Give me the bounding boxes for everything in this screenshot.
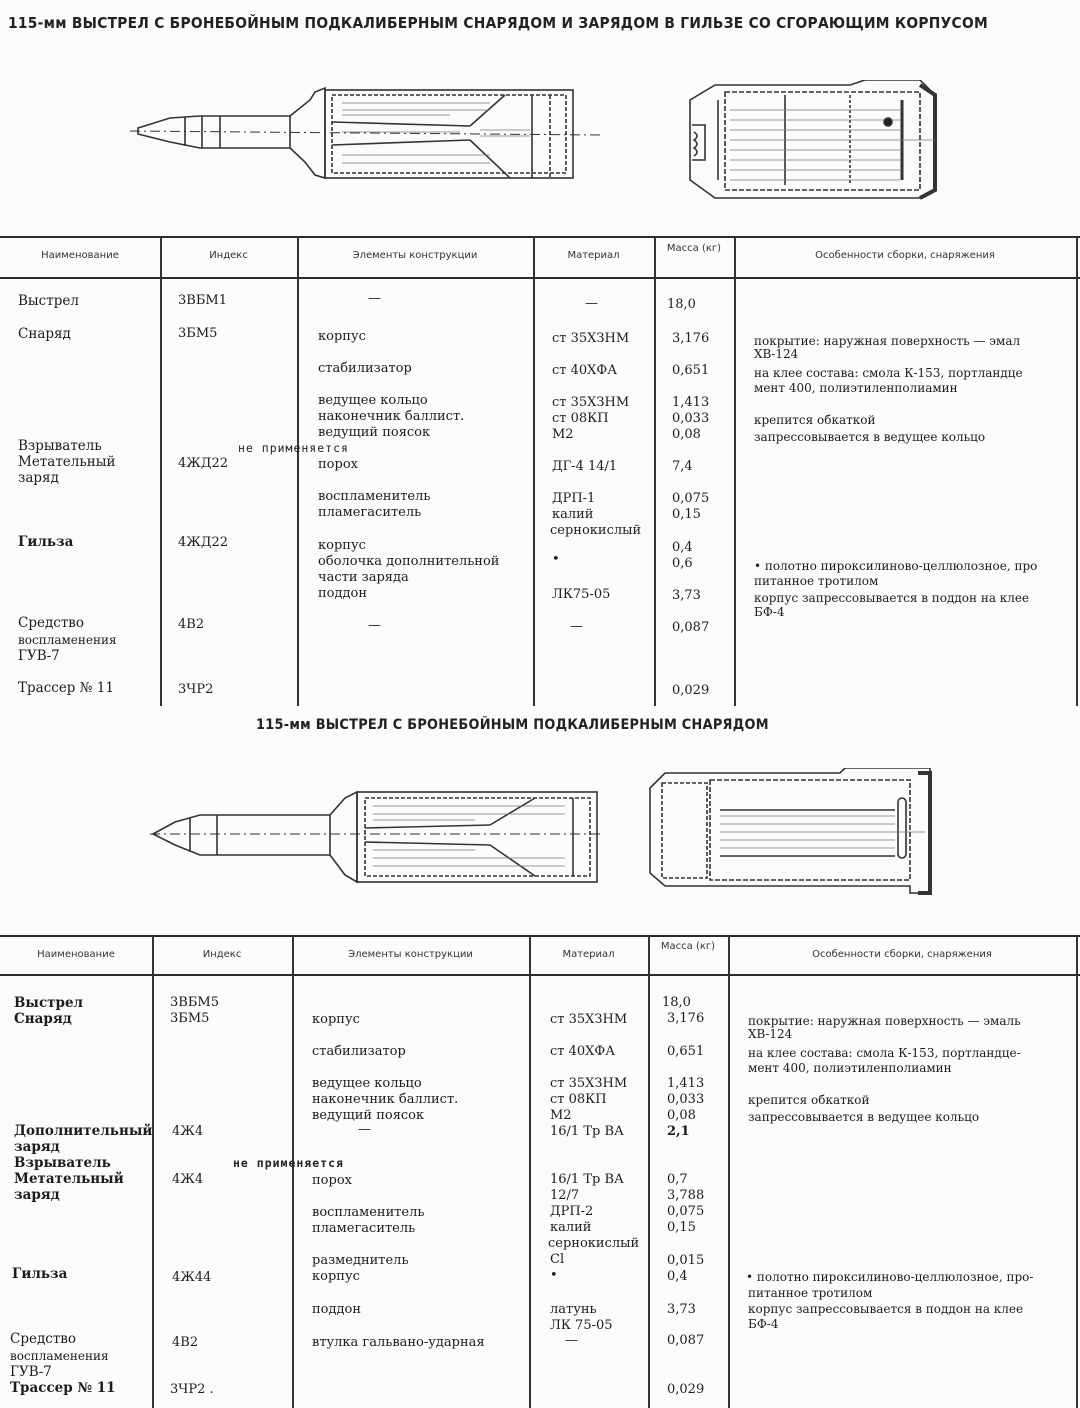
- row-name: ГУВ-7: [18, 648, 60, 664]
- row-index: 4В2: [178, 617, 205, 632]
- table2-header-name: Наименование: [37, 949, 115, 960]
- row-element: поддон: [312, 1302, 361, 1317]
- section1-title: 115-мм ВЫСТРЕЛ С БРОНЕБОЙНЫМ ПОДКАЛИБЕРНЫМ СНАРЯДОМ И ЗАРЯДОМ В ГИЛЬЗЕ СО СГОРАЮЩИМ КОРПУСОМ: [8, 14, 988, 32]
- row-index: 3БМ5: [178, 326, 218, 341]
- row-element: пламегаситель: [312, 1221, 416, 1236]
- table2-col-divider: [152, 935, 154, 1408]
- row-name: воспламенения: [10, 1349, 109, 1363]
- row-name: воспламенения: [18, 633, 117, 647]
- row-name: Гильза: [12, 1266, 68, 1282]
- row-mass: 0,075: [672, 491, 710, 506]
- row-material: •: [550, 1268, 558, 1283]
- row-name: Взрыватель: [18, 438, 102, 454]
- table1-top-rule: [0, 236, 1080, 238]
- row-index: 4В2: [172, 1335, 199, 1350]
- row-mass: 0,15: [667, 1220, 696, 1235]
- not-used-note: не применяется: [233, 1156, 344, 1170]
- row-material: М2: [550, 1108, 572, 1123]
- row-mass: 1,413: [667, 1076, 705, 1091]
- table1-col-divider: [297, 236, 299, 706]
- row-feature: БФ-4: [748, 1317, 779, 1331]
- row-name: Метательный: [14, 1171, 124, 1187]
- row-index: 3БМ5: [170, 1011, 210, 1026]
- cartridge-drawing-2: [145, 770, 605, 890]
- charge-drawing-2: [640, 768, 940, 898]
- row-element: поддон: [318, 586, 367, 601]
- row-material: 12/7: [550, 1188, 580, 1203]
- row-name: Средство: [18, 615, 85, 631]
- row-mass: 0,033: [672, 411, 710, 426]
- row-material: ст 35ХЗНМ: [552, 331, 630, 346]
- row-name: Взрыватель: [14, 1155, 111, 1171]
- row-element: воспламенитель: [312, 1205, 425, 1220]
- row-feature: крепится обкаткой: [748, 1093, 870, 1107]
- row-name: Выстрел: [14, 995, 84, 1011]
- table2-top-rule: [0, 935, 1080, 937]
- row-material: ст 35ХЗНМ: [552, 395, 630, 410]
- table2-col-divider: [292, 935, 294, 1408]
- row-mass: 0,029: [667, 1382, 705, 1397]
- row-feature: запрессовывается в ведущее кольцо: [754, 430, 986, 444]
- row-feature: питанное тротилом: [748, 1286, 873, 1300]
- row-material: М2: [552, 427, 574, 442]
- table1-header-rule: [0, 277, 1080, 279]
- row-feature: ХВ-124: [754, 347, 799, 361]
- row-element: ведущее кольцо: [312, 1076, 422, 1091]
- row-index: 4Ж4: [172, 1172, 204, 1187]
- row-element: порох: [312, 1173, 352, 1188]
- row-material: калий: [550, 1220, 592, 1235]
- row-mass: 3,73: [667, 1302, 696, 1317]
- table2-header-mass: Масса (кг): [660, 941, 716, 952]
- row-element: корпус: [318, 329, 366, 344]
- row-feature: покрытие: наружная поверхность — эмаль: [748, 1014, 1021, 1028]
- row-mass: 0,651: [672, 363, 710, 378]
- row-element: ведущий поясок: [312, 1108, 425, 1123]
- section2-title: 115-мм ВЫСТРЕЛ С БРОНЕБОЙНЫМ ПОДКАЛИБЕРНЫМ СНАРЯДОМ: [256, 717, 769, 733]
- row-element: корпус: [312, 1012, 360, 1027]
- row-mass: 3,176: [672, 331, 710, 346]
- row-element: —: [368, 291, 381, 306]
- row-element: стабилизатор: [318, 361, 412, 376]
- table2-col-divider: [728, 935, 730, 1408]
- row-material: Cl: [550, 1252, 565, 1267]
- table1-col-divider: [734, 236, 736, 706]
- row-material: ст 40ХФА: [552, 363, 618, 378]
- table2-col-divider: [1076, 935, 1078, 1408]
- row-feature: корпус запрессовывается в поддон на клее: [754, 591, 1030, 605]
- table1-header-mass: Масса (кг): [666, 243, 722, 254]
- row-mass: 0,029: [672, 683, 710, 698]
- row-feature: на клее состава: смола К-153, портландце: [754, 366, 1023, 380]
- row-feature: • полотно пироксилиново-целлюлозное, про-: [746, 1270, 1034, 1284]
- row-material: ст 08КП: [552, 411, 609, 426]
- row-element: размеднитель: [312, 1253, 409, 1268]
- row-name: заряд: [14, 1139, 60, 1155]
- row-element: корпус: [318, 538, 366, 553]
- row-mass: 0,033: [667, 1092, 705, 1107]
- table2-header-material: Материал: [562, 949, 615, 960]
- row-name: Средство: [10, 1331, 77, 1347]
- row-name: Снаряд: [14, 1011, 72, 1027]
- table1-col-divider: [533, 236, 535, 706]
- table2-header-rule: [0, 974, 1080, 976]
- row-feature: покрытие: наружная поверхность — эмал: [754, 334, 1021, 348]
- row-mass: 0,4: [672, 540, 693, 555]
- row-mass: 0,075: [667, 1204, 705, 1219]
- row-material: ДРП-2: [550, 1204, 594, 1219]
- row-material: 16/1 Тр ВА: [550, 1172, 624, 1187]
- row-mass: 0,08: [672, 427, 701, 442]
- row-element: —: [368, 618, 381, 633]
- row-mass: 0,15: [672, 507, 701, 522]
- row-element: ведущее кольцо: [318, 393, 428, 408]
- table2-col-divider: [529, 935, 531, 1408]
- table1-header-name: Наименование: [41, 250, 119, 261]
- row-name: Гильза: [18, 534, 74, 550]
- row-feature: • полотно пироксилиново-целлюлозное, про: [754, 559, 1038, 573]
- not-used-note: не применяется: [238, 441, 349, 455]
- row-material: сернокислый: [550, 523, 642, 538]
- row-feature: крепится обкаткой: [754, 413, 876, 427]
- row-material: сернокислый: [548, 1236, 640, 1251]
- row-index: 3ВБМ5: [170, 995, 219, 1010]
- row-feature: корпус запрессовывается в поддон на клее: [748, 1302, 1024, 1316]
- row-material: 16/1 Тр ВА: [550, 1124, 624, 1139]
- row-material: —: [565, 1333, 578, 1348]
- row-mass: 0,7: [667, 1172, 688, 1187]
- row-material: ст 35ХЗНМ: [550, 1012, 628, 1027]
- row-index: 3ВБМ1: [178, 293, 227, 308]
- row-mass: 0,651: [667, 1044, 705, 1059]
- row-material: латунь: [550, 1302, 597, 1317]
- row-mass: 0,087: [672, 620, 710, 635]
- row-element: оболочка дополнительной: [318, 554, 500, 569]
- row-element: втулка гальвано-ударная: [312, 1335, 485, 1350]
- row-element: корпус: [312, 1269, 360, 1284]
- row-mass: 18,0: [667, 297, 696, 312]
- cartridge-drawing-1: [110, 70, 610, 220]
- row-index: 4ЖД22: [178, 456, 228, 471]
- row-name: Трассер № 11: [18, 680, 114, 696]
- row-element: стабилизатор: [312, 1044, 406, 1059]
- table1-col-divider: [1076, 236, 1078, 706]
- row-material: ст 08КП: [550, 1092, 607, 1107]
- row-name: ГУВ-7: [10, 1364, 52, 1380]
- row-feature: мент 400, полиэтиленполиамин: [754, 381, 958, 395]
- row-name: Дополнительный: [14, 1123, 153, 1139]
- table1-col-divider: [160, 236, 162, 706]
- charge-drawing-1: [670, 80, 950, 220]
- table2-header-index: Индекс: [202, 949, 242, 960]
- row-material: —: [570, 619, 583, 634]
- row-index: 3ЧР2: [178, 682, 214, 697]
- row-mass: 0,08: [667, 1108, 696, 1123]
- row-mass: 0,6: [672, 556, 693, 571]
- row-mass: 0,015: [667, 1253, 705, 1268]
- row-element: пламегаситель: [318, 505, 422, 520]
- row-mass: 0,4: [667, 1269, 688, 1284]
- row-feature: питанное тротилом: [754, 574, 879, 588]
- row-material: ст 40ХФА: [550, 1044, 616, 1059]
- row-name: Метательный: [18, 454, 116, 470]
- row-feature: ХВ-124: [748, 1027, 793, 1041]
- row-element: ведущий поясок: [318, 425, 431, 440]
- table1-header-features: Особенности сборки, снаряжения: [815, 250, 995, 261]
- row-name: Выстрел: [18, 293, 79, 309]
- row-mass: 2,1: [667, 1124, 690, 1139]
- row-material: ЛК75-05: [552, 587, 611, 602]
- row-index: 3ЧР2 .: [170, 1382, 214, 1397]
- table2-header-features: Особенности сборки, снаряжения: [812, 949, 992, 960]
- row-element: наконечник баллист.: [312, 1092, 459, 1107]
- row-feature: запрессовывается в ведущее кольцо: [748, 1110, 980, 1124]
- table1-header-elements: Элементы конструкции: [352, 250, 478, 261]
- row-element: порох: [318, 457, 358, 472]
- table1-header-index: Индекс: [209, 250, 248, 261]
- table1-header-material: Материал: [567, 250, 620, 261]
- table2-col-divider: [648, 935, 650, 1408]
- row-name: заряд: [18, 470, 59, 486]
- row-mass: 0,087: [667, 1333, 705, 1348]
- row-mass: 3,73: [672, 588, 701, 603]
- row-material: ДГ-4 14/1: [552, 459, 618, 474]
- row-element: —: [358, 1122, 371, 1137]
- row-mass: 3,788: [667, 1188, 705, 1203]
- row-mass: 7,4: [672, 459, 693, 474]
- row-material: ЛК 75-05: [550, 1318, 613, 1333]
- row-name: заряд: [14, 1187, 60, 1203]
- row-name: Трассер № 11: [10, 1380, 116, 1396]
- row-name: Снаряд: [18, 326, 71, 342]
- table1-col-divider: [654, 236, 656, 706]
- row-material: калий: [552, 507, 594, 522]
- row-mass: 3,176: [667, 1011, 705, 1026]
- row-index: 4Ж4: [172, 1124, 204, 1139]
- row-index: 4Ж44: [172, 1270, 212, 1285]
- row-mass: 18,0: [662, 995, 691, 1010]
- row-material: ст 35ХЗНМ: [550, 1076, 628, 1091]
- row-element: воспламенитель: [318, 489, 431, 504]
- row-mass: 1,413: [672, 395, 710, 410]
- row-element: наконечник баллист.: [318, 409, 465, 424]
- row-feature: на клее состава: смола К-153, портландце-: [748, 1046, 1021, 1060]
- row-material: —: [585, 296, 598, 311]
- row-feature: БФ-4: [754, 605, 785, 619]
- row-feature: мент 400, полиэтиленполиамин: [748, 1061, 952, 1075]
- row-material: •: [552, 552, 560, 567]
- table2-header-elements: Элементы конструкции: [348, 949, 473, 960]
- row-index: 4ЖД22: [178, 535, 228, 550]
- row-material: ДРП-1: [552, 491, 596, 506]
- row-element: части заряда: [318, 570, 409, 585]
